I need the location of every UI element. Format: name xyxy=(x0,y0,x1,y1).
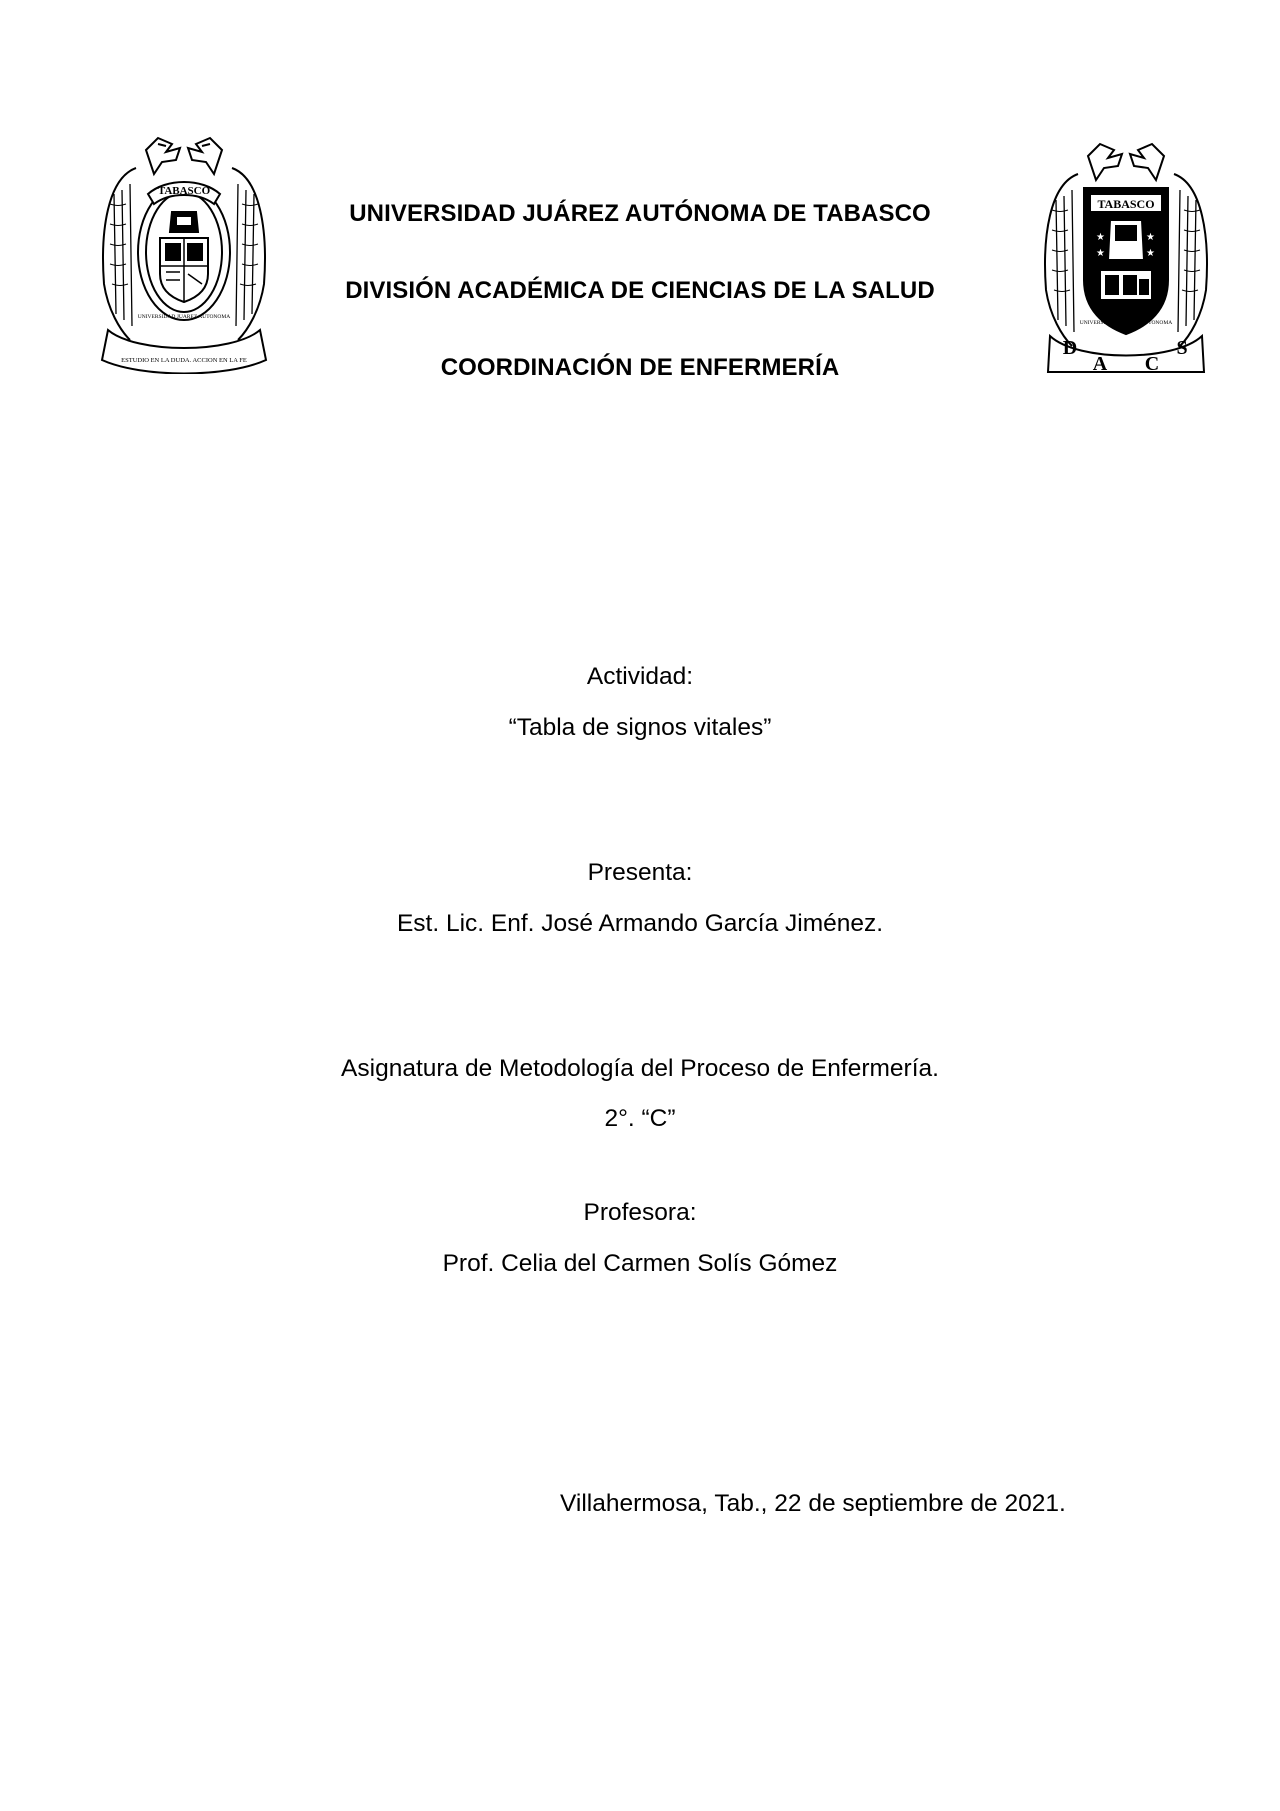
division-name: DIVISIÓN ACADÉMICA DE CIENCIAS DE LA SALUD xyxy=(345,277,935,304)
right-seal-letter-a: A xyxy=(1092,353,1108,375)
right-seal-letter-c: C xyxy=(1144,353,1160,375)
presenter-name: Est. Lic. Enf. José Armando García Jiménez. xyxy=(396,910,884,937)
right-seal-letter-s: S xyxy=(1176,337,1188,359)
activity-label: Actividad: xyxy=(586,663,694,690)
ujat-eagle-seal-icon xyxy=(96,134,272,374)
place-date: Villahermosa, Tab., 22 de septiembre de 2021. xyxy=(560,1490,1066,1517)
svg-text:★: ★ xyxy=(1096,232,1105,243)
teacher-name: Prof. Celia del Carmen Solís Gómez xyxy=(442,1250,838,1277)
svg-text:★: ★ xyxy=(1096,248,1105,259)
coordination-name: COORDINACIÓN DE ENFERMERÍA xyxy=(440,354,840,381)
left-seal-ring-text: UNIVERSIDAD JUAREZ AUTONOMA xyxy=(137,314,231,320)
right-seal-banner: TABASCO xyxy=(1097,197,1155,211)
left-seal-banner: TABASCO xyxy=(157,185,211,197)
left-seal-motto: ESTUDIO EN LA DUDA. ACCION EN LA FE xyxy=(121,357,247,364)
university-name: UNIVERSIDAD JUÁREZ AUTÓNOMA DE TABASCO xyxy=(349,200,931,227)
right-seal-letter-d: D xyxy=(1062,337,1078,359)
presenter-label: Presenta: xyxy=(587,859,693,886)
grade-group: 2°. “C” xyxy=(604,1105,676,1132)
svg-text:★: ★ xyxy=(1146,232,1155,243)
svg-text:★: ★ xyxy=(1146,248,1155,259)
activity-title: “Tabla de signos vitales” xyxy=(508,714,772,741)
dacs-eagle-seal-icon xyxy=(1040,140,1212,380)
subject-name: Asignatura de Metodología del Proceso de Enfermería. xyxy=(341,1055,939,1082)
teacher-label: Profesora: xyxy=(583,1199,697,1226)
right-seal-ring-text: UNIVERSIDAD JUAREZ AUTONOMA xyxy=(1079,320,1173,326)
